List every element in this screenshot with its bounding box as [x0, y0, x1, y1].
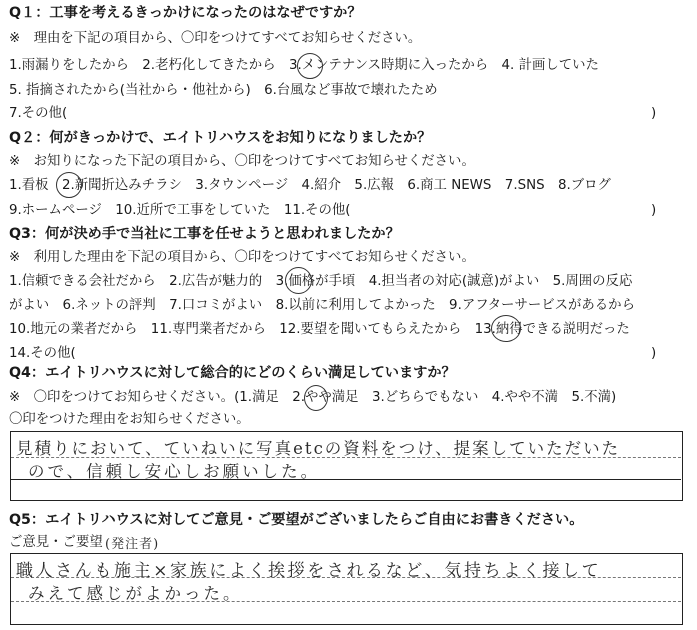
q2-options-line1: 1.看板 2.新聞折込みチラシ 3.タウンページ 4.紹介 5.広報 6.商工 NEWS 7.SNS 8.ブログ [9, 178, 611, 193]
q4-title: Q4：エイトリハウスに対して総合的にどのくらい満足していますか？ [9, 365, 456, 381]
q4-handwritten-answer-line2: ので、信頼し安心しお願いした。 [28, 462, 321, 481]
q3-note: ※ 利用した理由を下記の項目から、〇印をつけてすべてお知らせください。 [9, 250, 475, 265]
q3-other-close: ) [651, 346, 657, 361]
q3-circle-mark-13 [491, 315, 521, 342]
q3-circle-mark-3 [285, 267, 312, 294]
q3-options-line3: 10.地元の業者だから 11.専門業者だから 12.要望を聞いてもらえたから 13.納得できる説明だった [9, 322, 630, 337]
q2-other-close: ) [651, 203, 657, 218]
q1-circle-mark [297, 53, 323, 79]
q5-label: ご意見・ご要望 [9, 535, 103, 550]
q1-options-line1: 1.雨漏りをしたから 2.老朽化してきたから 3.メンテナンス時期に入ったから 4. 計画していた [9, 58, 599, 73]
q1-title: Q１：工事を考えるきっかけになったのはなぜですか？ [9, 5, 362, 21]
q5-handwritten-answer-line2: みえて感じがよかった。 [28, 584, 243, 603]
q3-options-line1: 1.信頼できる会社だから 2.広告が魅力的 3.価格が手頃 4.担当者の対応(誠意)がよい 5.周囲の反応 [9, 274, 633, 289]
q2-options-line2: 9.ホームページ 10.近所で工事をしていた 11.その他( [9, 203, 351, 218]
q2-note: ※ お知りになった下記の項目から、〇印をつけてすべてお知らせください。 [9, 154, 475, 169]
q4-handwritten-answer-line1: 見積りにおいて、ていねいに写真etcの資料をつけ、提案していただいた [16, 439, 621, 458]
q5-handwritten-note: (発注者) [105, 537, 160, 552]
q1-options-line2: 5. 指摘されたから(当社から・他社から) 6.台風など事故で壊れたため [9, 83, 438, 98]
q2-title: Q２：何がきっかけで、エイトリハウスをお知りになりましたか？ [9, 130, 432, 146]
q3-title: Q3：何が決め手で当社に工事を任せようと思われましたか？ [9, 226, 400, 242]
q5-handwritten-answer-line1: 職人さんも施主×家族によく挨拶をされるなど、気持ちよく接して [16, 561, 602, 581]
q1-other: 7.その他( [9, 106, 68, 121]
q4-circle-mark [304, 385, 328, 411]
q1-other-close: ) [651, 106, 657, 121]
q1-note: ※ 理由を下記の項目から、〇印をつけてすべてお知らせください。 [9, 31, 422, 46]
q5-title: Q5：エイトリハウスに対してご意見・ご要望がございましたらご自由にお書きください。 [9, 512, 584, 528]
q2-circle-mark [56, 172, 82, 198]
q3-other: 14.その他( [9, 346, 76, 361]
q4-options: ※ 〇印をつけてお知らせください。(1.満足 2.やや満足 3.どちらでもない 4.やや不満 5.不満) [9, 390, 617, 405]
q4-reason-label: 〇印をつけた理由をお知らせください。 [9, 412, 250, 427]
q3-options-line2: がよい 6.ネットの評判 7.口コミがよい 8.以前に利用してよかった 9.アフターサービスがあるから [9, 298, 635, 313]
